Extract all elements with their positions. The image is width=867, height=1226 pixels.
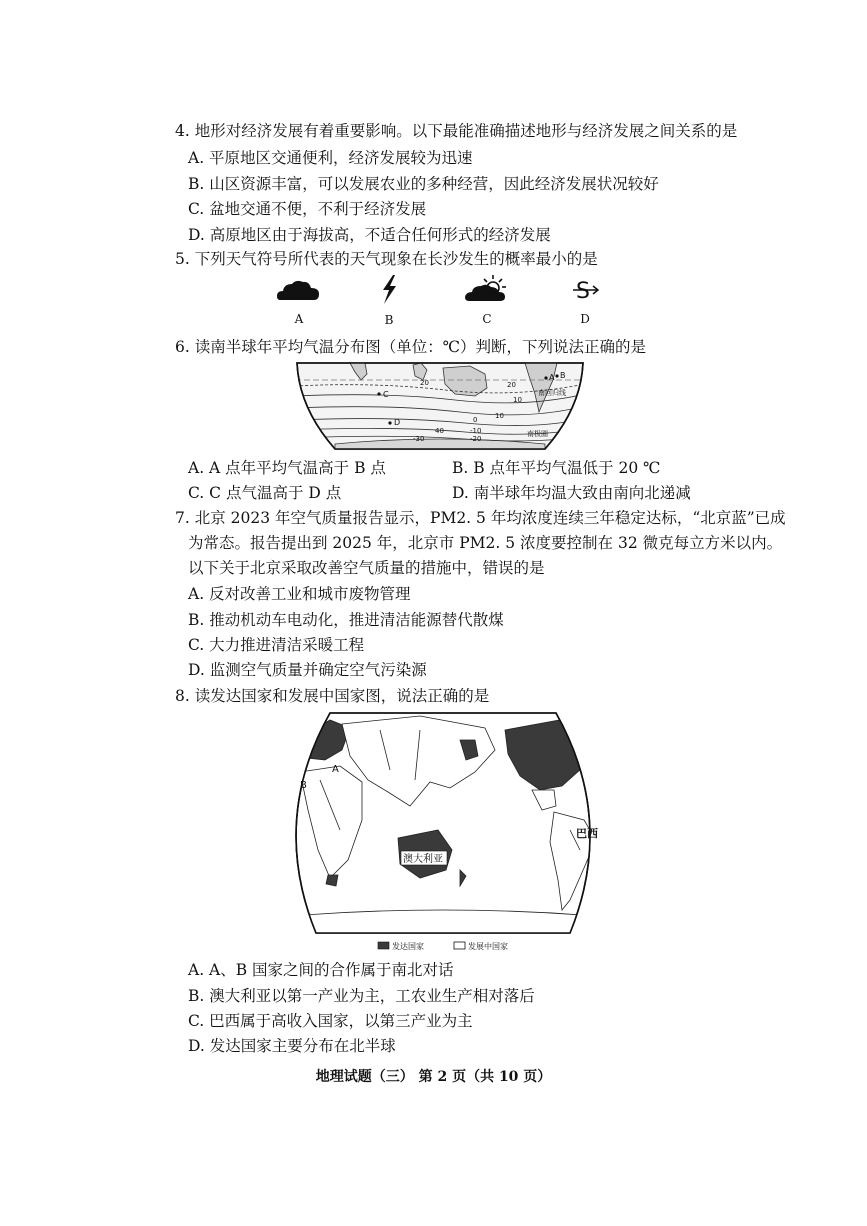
map6-circle-label: 南极圈 bbox=[527, 430, 548, 438]
q5-symbol-a-label: A bbox=[294, 312, 304, 326]
q5-symbol-a bbox=[274, 276, 324, 326]
sandstorm-icon bbox=[560, 276, 610, 304]
q7-stem-line1: 7. 北京 2023 年空气质量报告显示，PM2. 5 年均浓度连续三年稳定达标，“北京蓝”已成 bbox=[175, 509, 786, 527]
legend-developing-swatch bbox=[454, 942, 465, 949]
q4-option-a: A. 平原地区交通便利，经济发展较为迅速 bbox=[188, 149, 473, 167]
q5-symbol-c bbox=[462, 274, 512, 326]
map8-label-brazil: 巴西 bbox=[576, 827, 598, 840]
q5-symbol-d bbox=[560, 276, 610, 326]
partly-cloudy-sun-icon bbox=[462, 274, 512, 304]
overcast-cloud-icon bbox=[274, 276, 324, 304]
legend-developed-swatch bbox=[378, 942, 389, 949]
world-development-map bbox=[270, 710, 616, 956]
southern-hemisphere-isotherm-map bbox=[295, 360, 585, 452]
q6-option-b: B. B 点年平均气温低于 20 ℃ bbox=[452, 459, 661, 477]
map6-iso-20b: 20 bbox=[420, 379, 429, 387]
q8-option-d: D. 发达国家主要分布在北半球 bbox=[188, 1037, 396, 1055]
legend-developing-label: 发展中国家 bbox=[468, 942, 508, 951]
q5-symbol-b bbox=[364, 273, 414, 327]
map6-tropic-label: 南回归线 bbox=[538, 389, 566, 397]
q4-stem: 4. 地形对经济发展有着重要影响。以下最能准确描述地形与经济发展之间关系的是 bbox=[175, 122, 738, 140]
q6-option-a: A. A 点年平均气温高于 B 点 bbox=[188, 459, 386, 477]
q5-symbol-c-label: C bbox=[482, 312, 492, 326]
q7-option-b: B. 推动机动车电动化，推进清洁能源替代散煤 bbox=[188, 611, 504, 629]
q6-stem: 6. 读南半球年平均气温分布图（单位：℃）判断，下列说法正确的是 bbox=[175, 338, 647, 356]
map6-iso-40: 40 bbox=[435, 427, 444, 435]
q5-stem: 5. 下列天气符号所代表的天气现象在长沙发生的概率最小的是 bbox=[175, 250, 598, 268]
q7-option-d: D. 监测空气质量并确定空气污染源 bbox=[188, 661, 427, 679]
legend-developed-label: 发达国家 bbox=[392, 942, 424, 951]
q7-stem-line2: 为常态。报告提出到 2025 年，北京市 PM2. 5 浓度要控制在 32 微克每立方米以内。 bbox=[188, 534, 783, 552]
q8-option-a: A. A、B 国家之间的合作属于南北对话 bbox=[188, 961, 454, 979]
q6-option-c: C. C 点气温高于 D 点 bbox=[188, 484, 342, 502]
q8-stem: 8. 读发达国家和发展中国家图，说法正确的是 bbox=[175, 687, 490, 705]
q7-stem-line3: 以下关于北京采取改善空气质量的措施中，错误的是 bbox=[188, 559, 545, 577]
map6-iso-m30: -30 bbox=[413, 435, 425, 443]
map8-label-a: A bbox=[332, 764, 339, 775]
map6-label-d: D bbox=[394, 418, 401, 427]
map6-iso-20a: 20 bbox=[507, 381, 516, 389]
q4-option-c: C. 盆地交通不便，不利于经济发展 bbox=[188, 200, 427, 218]
page-footer: 地理试题（三） 第 2 页（共 10 页） bbox=[315, 1069, 552, 1085]
q7-option-c: C. 大力推进清洁采暖工程 bbox=[188, 636, 365, 654]
q6-option-d: D. 南半球年均温大致由南向北递减 bbox=[452, 484, 691, 502]
q8-option-c: C. 巴西属于高收入国家，以第三产业为主 bbox=[188, 1012, 473, 1030]
q5-symbol-b-label: B bbox=[384, 313, 394, 327]
q4-option-b: B. 山区资源丰富，可以发展农业的多种经营，因此经济发展状况较好 bbox=[188, 175, 659, 193]
q8-option-b: B. 澳大利亚以第一产业为主，工农业生产相对落后 bbox=[188, 987, 535, 1005]
map6-iso-10b: 10 bbox=[495, 412, 504, 420]
svg-text:S: S bbox=[576, 279, 590, 304]
q5-symbol-d-label: D bbox=[580, 312, 590, 326]
map6-iso-10a: 10 bbox=[513, 396, 522, 404]
map6-iso-m10: -10 bbox=[470, 427, 482, 435]
map8-label-b: B bbox=[300, 780, 307, 791]
q7-option-a: A. 反对改善工业和城市废物管理 bbox=[188, 585, 411, 603]
map6-label-b: B bbox=[560, 371, 566, 380]
q4-option-d: D. 高原地区由于海拔高，不适合任何形式的经济发展 bbox=[188, 226, 551, 244]
map8-label-australia: 澳大利亚 bbox=[403, 854, 443, 865]
map6-iso-m20: -20 bbox=[470, 435, 482, 443]
lightning-icon bbox=[364, 273, 414, 305]
map6-label-a: A bbox=[549, 373, 555, 382]
map6-iso-0: 0 bbox=[473, 416, 478, 424]
map6-label-c: C bbox=[383, 390, 389, 399]
